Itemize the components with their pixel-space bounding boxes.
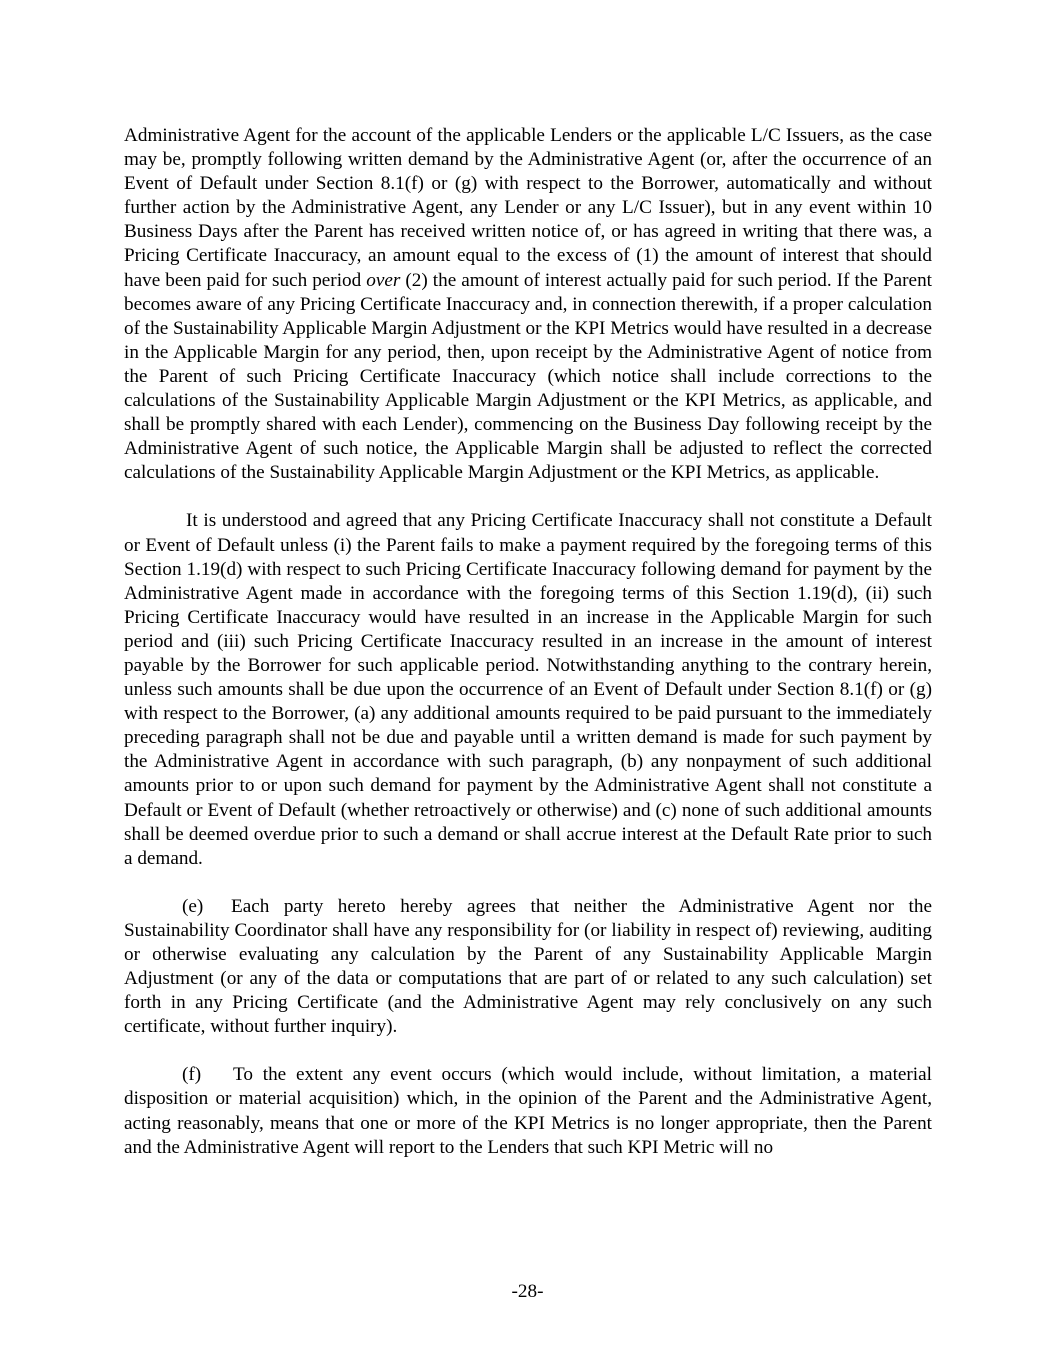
paragraph-text: Each party hereto hereby agrees that neither the Administrative Agent nor the Sustainability Coordinator shall have any responsibility for (or liability in respect of) reviewing, auditing or otherwise evaluating any calculation by the Parent of any Sustainability Applicable Margin Adjustment (or any of the data or computations that are part of or related to any such calculation) set forth in any Pricing Certificate (and the Administrative Agent may rely conclusively on any such certificate, without further inquiry).: [124, 895, 932, 1038]
paragraph-f: [124, 1063, 932, 1159]
page-number: -28-: [511, 1281, 544, 1302]
paragraph-e: [124, 895, 932, 1040]
document-body: [124, 124, 932, 1160]
italic-term: over: [366, 269, 401, 291]
paragraph-continuation: [124, 124, 932, 485]
paragraph-text: It is understood and agreed that any Pricing Certificate Inaccuracy shall not constitute a Default or Event of Default unless (i) the Parent fails to make a payment required by the foregoing terms of this Section 1.19(d) with respect to such Pricing Certificate Inaccuracy following demand for payment by the Administrative Agent made in accordance with the foregoing terms of this Section 1.19(d), (ii) such Pricing Certificate Inaccuracy would have resulted in an increase in the Applicable Margin for such period and (iii) such Pricing Certificate Inaccuracy resulted in an increase in the amount of interest payable by the Borrower for such applicable period. Notwithstanding anything to the contrary herein, unless such amounts shall be due upon the occurrence of an Event of Default under Section 8.1(f) or (g) with respect to the Borrower, (a) any additional amounts required to be paid pursuant to the immediately preceding paragraph shall not be due and payable until a written demand is made for such payment by the Administrative Agent in accordance with such paragraph, (b) any nonpayment of such additional amounts prior to or upon such demand for payment by the Administrative Agent shall not constitute a Default or Event of Default (whether retroactively or otherwise) and (c) none of such additional amounts shall be deemed overdue prior to such a demand or shall accrue interest at the Default Rate prior to such a demand.: [124, 510, 932, 869]
paragraph-text: To the extent any event occurs (which would include, without limitation, a material disposition or material acquisition) which, in the opinion of the Parent and the Administrative Agent, acting reasonably, means that one or more of the KPI Metrics is no longer appropriate, then the Parent and the Administrative Agent will report to the Lenders that such KPI Metric will no: [124, 1064, 932, 1158]
paragraph-text: Administrative Agent for the account of the applicable Lenders or the applicable L/C Issuers, as the case may be, promptly following written demand by the Administrative Agent (or, after the occurrence of an Event of Default under Section 8.1(f) or (g) with respect to the Borrower, automatically and without further action by the Administrative Agent, any Lender or any L/C Issuer), but in any event within 10 Business Days after the Parent has received written notice of, or has agreed in writing that there was, a Pricing Certificate Inaccuracy, an amount equal to the excess of (1) the amount of interest that should have been paid for such period: [124, 125, 932, 291]
paragraph-text: (2) the amount of interest actually paid for such period. If the Parent becomes aware of any Pricing Certificate Inaccuracy and, in connection therewith, if a proper calculation of the Sustainability Applicable Margin Adjustment or the KPI Metrics would have resulted in a decrease in the Applicable Margin for any period, then, upon receipt by the Administrative Agent of notice from the Parent of such Pricing Certificate Inaccuracy (which notice shall include corrections to the calculations of the Sustainability Applicable Margin Adjustment or the KPI Metrics, as applicable, and shall be promptly shared with each Lender), commencing on the Business Day following receipt by the Administrative Agent of such notice, the Applicable Margin shall be adjusted to reflect the corrected calculations of the Sustainability Applicable Margin Adjustment or the KPI Metrics, as applicable.: [124, 269, 933, 484]
paragraph-pricing-inaccuracy: [124, 509, 932, 870]
paragraph-label: (f): [182, 1064, 202, 1086]
paragraph-label: (e): [182, 895, 204, 917]
